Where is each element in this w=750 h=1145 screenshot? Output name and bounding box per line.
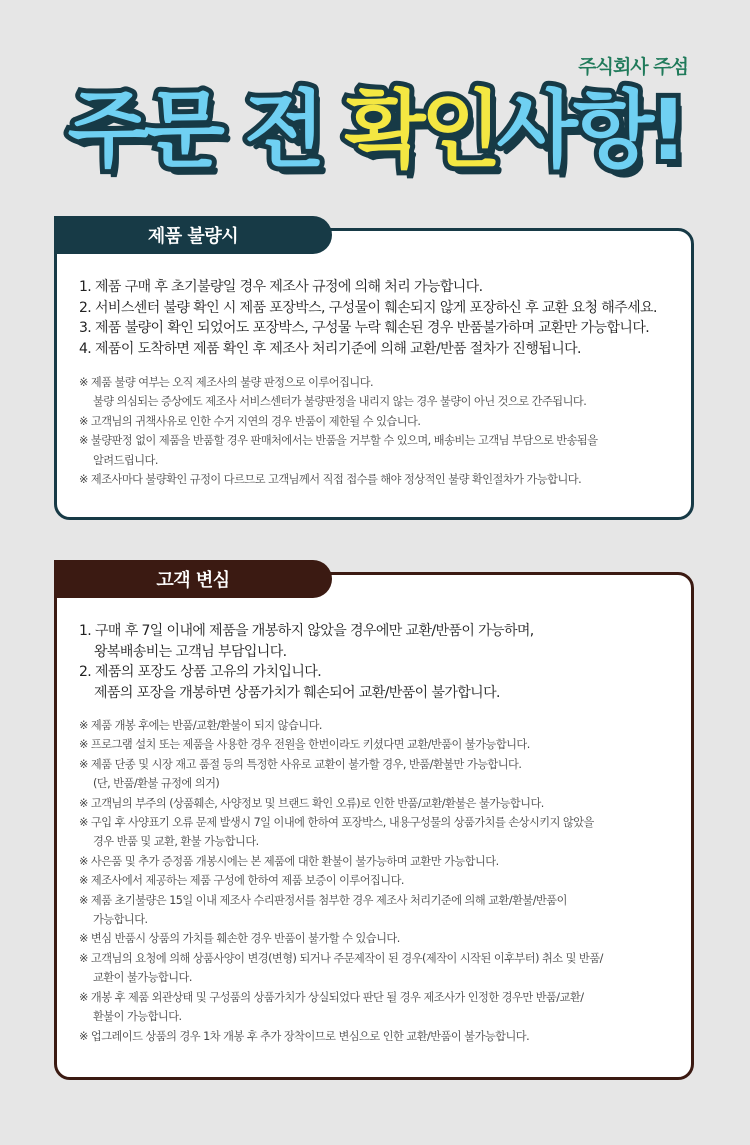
title-part-3: 사항! — [496, 81, 683, 179]
note-text: ※ 불량판정 없이 제품을 반품할 경우 판매처에서는 반품을 거부할 수 있으며, 배송비는 고객님 부담으로 반송됨을 — [79, 434, 598, 448]
note-text: ※ 프로그램 설치 또는 제품을 사용한 경우 전원을 한번이라도 키셨다면 교환/반품이 불가능합니다. — [79, 738, 530, 752]
change-note-1 — [79, 716, 677, 735]
change-note-10 — [79, 949, 677, 988]
note-continuation: 경우 반품 및 교환, 환불 가능합니다. — [93, 835, 259, 849]
note-continuation: 환불이 가능합니다. — [93, 1010, 182, 1024]
defect-note-1 — [79, 373, 677, 412]
change-note-12 — [79, 1027, 677, 1046]
change-note-5 — [79, 813, 677, 852]
title-part-1: 주문 전 — [67, 81, 345, 179]
change-item-1 — [79, 621, 679, 662]
item-continuation: 왕복배송비는 고객님 부담입니다. — [94, 643, 287, 660]
note-text: ※ 제품 개봉 후에는 반품/교환/환불이 되지 않습니다. — [79, 719, 322, 732]
change-note-6 — [79, 852, 677, 871]
defect-item-2: 2. 서비스센터 불량 확인 시 제품 포장박스, 구성물이 훼손되지 않게 포장하신 후 교환 요청 해주세요. — [79, 299, 657, 316]
change-of-mind-section-card — [54, 572, 694, 1080]
change-note-9 — [79, 929, 677, 948]
item-text: 1. 구매 후 7일 이내에 제품을 개봉하지 않았을 경우에만 교환/반품이 가능하며, — [79, 623, 534, 639]
defect-item-4: 4. 제품이 도착하면 제품 확인 후 제조사 처리기준에 의해 교환/반품 절차가 진행됩니다. — [79, 340, 581, 357]
note-continuation: 교환이 불가능합니다. — [93, 971, 192, 985]
defect-note-2 — [79, 412, 677, 431]
note-continuation: 알려드립니다. — [93, 453, 158, 467]
note-text: ※ 제조사에서 제공하는 제품 구성에 한하여 제품 보증이 이루어집니다. — [79, 874, 404, 888]
note-text: ※ 제품 초기불량은 15일 이내 제조사 수리판정서를 첨부한 경우 제조사 처리기준에 의해 교환/환불/반품이 — [79, 893, 567, 907]
change-note-8 — [79, 891, 677, 930]
change-notes — [79, 716, 677, 1046]
note-text: ※ 개봉 후 제품 외관상태 및 구성품의 상품가치가 상실되었다 판단 될 경우 제조사가 인정한 경우만 반품/교환/ — [79, 990, 584, 1004]
note-text: ※ 제조사마다 불량확인 규정이 다르므로 고객님께서 직접 접수를 해야 정상적인 불량 확인절차가 가능합니다. — [79, 473, 582, 487]
note-continuation: (단, 반품/환불 규정에 의거) — [93, 777, 220, 791]
company-name: 주식회사 주섬 — [578, 56, 688, 78]
note-text: ※ 업그레이드 상품의 경우 1차 개봉 후 추가 장착이므로 변심으로 인한 교환/반품이 불가능합니다. — [79, 1029, 530, 1043]
change-note-3 — [79, 755, 677, 794]
note-text: ※ 사은품 및 추가 증정품 개봉시에는 본 제품에 대한 환불이 불가능하며 교환만 가능합니다. — [79, 854, 499, 868]
change-item-2 — [79, 662, 679, 703]
defect-note-3 — [79, 431, 677, 470]
note-text: ※ 제품 불량 여부는 오직 제조사의 불량 판정으로 이루어집니다. — [79, 376, 374, 389]
defect-item-3: 3. 제품 불량이 확인 되었어도 포장박스, 구성물 누락 훼손된 경우 반품불가하며 교환만 가능합니다. — [79, 320, 650, 336]
title-part-2: 확인 — [344, 81, 497, 179]
defect-notes — [79, 373, 677, 489]
change-note-2 — [79, 735, 677, 754]
defect-note-4 — [79, 470, 677, 489]
item-continuation: 제품의 포장을 개봉하면 상품가치가 훼손되어 교환/반품이 불가합니다. — [94, 684, 500, 701]
note-text: ※ 구입 후 사양표기 오류 문제 발생시 7일 이내에 한하여 포장박스, 내용구성물의 상품가치를 손상시키지 않았을 — [79, 816, 594, 830]
change-note-7 — [79, 871, 677, 890]
defect-section-tab: 제품 불량시 — [54, 216, 332, 254]
change-main-list — [79, 621, 679, 703]
defect-section-card — [54, 228, 694, 520]
note-continuation: 가능합니다. — [93, 913, 148, 927]
page-title — [0, 70, 750, 190]
change-note-11 — [79, 988, 677, 1027]
defect-main-list — [79, 277, 679, 359]
note-continuation: 불량 의심되는 증상에도 제조사 서비스센터가 불량판정을 내리지 않는 경우 불량이 아닌 것으로 간주됩니다. — [93, 395, 587, 409]
note-text: ※ 제품 단종 및 시장 재고 품절 등의 특정한 사유로 교환이 불가할 경우, 반품/환불만 가능합니다. — [79, 757, 522, 771]
item-text: 2. 제품의 포장도 상품 고유의 가치입니다. — [79, 664, 322, 680]
note-text: ※ 변심 반품시 상품의 가치를 훼손한 경우 반품이 불가할 수 있습니다. — [79, 932, 400, 946]
note-text: ※ 고객님의 부주의 (상품훼손, 사양정보 및 브랜드 확인 오류)로 인한 반품/교환/환불은 불가능합니다. — [79, 796, 544, 810]
note-text: ※ 고객님의 귀책사유로 인한 수거 지연의 경우 반품이 제한될 수 있습니다. — [79, 414, 421, 428]
defect-item-1: 1. 제품 구매 후 초기불량일 경우 제조사 규정에 의해 처리 가능합니다. — [79, 279, 483, 295]
note-text: ※ 고객님의 요청에 의해 상품사양이 변경(변형) 되거나 주문제작이 된 경우(제작이 시작된 이후부터) 취소 및 반품/ — [79, 951, 603, 965]
change-note-4 — [79, 794, 677, 813]
change-of-mind-section-tab: 고객 변심 — [54, 560, 332, 598]
